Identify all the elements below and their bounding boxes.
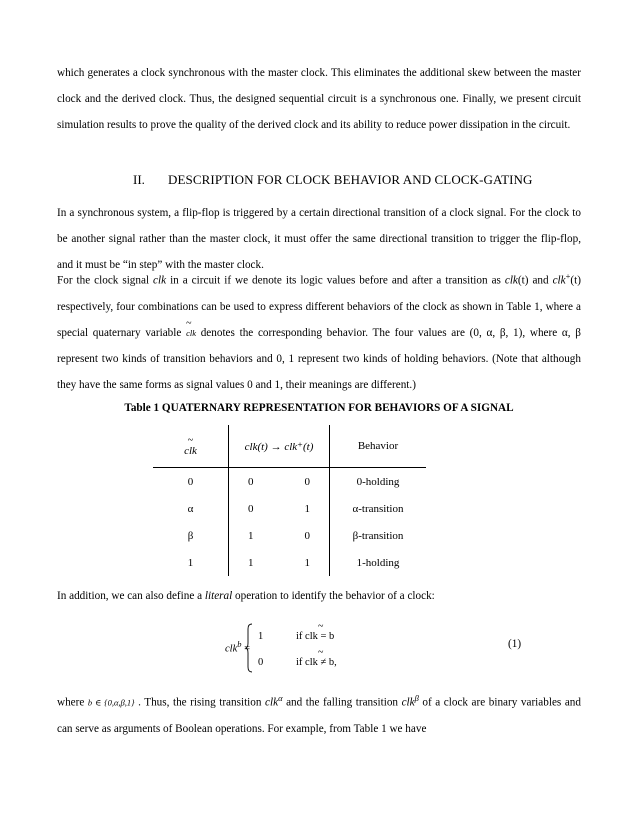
clk-tilde-var [184,436,197,456]
text-run: of a clock are binary variables and can serve as arguments of Boolean operations. For example, from Table 1 we have [57,696,581,735]
text-run: denotes the corresponding behavior. The four values are (0, α, β, 1), where α, β represent two kinds of transition behaviors and 0, 1 represent two kinds of holding behaviors. (Note that although they have the same forms as signal values 0 and 1, their meanings are different.) [57,326,581,391]
cell-before: 1 [248,556,254,569]
lhs-sup: b [237,639,242,649]
clk-var: clk [265,696,279,709]
clk-var-text: clk [184,444,197,457]
cell-symbol: β [153,522,229,549]
paragraph-transitions [57,685,581,742]
table-row [153,495,426,522]
text-run: in a circuit if we denote its logic values before and after a transition as [166,274,505,287]
b-set: b ∈ {0,α,β,1} [87,697,135,708]
section-title: DESCRIPTION FOR CLOCK BEHAVIOR AND CLOCK-GATING [168,172,533,187]
paragraph-intro-end: which generates a clock synchronous with the master clock. This eliminates the additional skew between the master clock and the derived clock. Thus, the designed sequential circuit is a synchronous one. Finally, we present circuit simulation results to prove the quality of the derived clock and its ability to reduce power dissipation in the circuit. [57,67,581,131]
cell-symbol: α [153,495,229,522]
cell-before: 0 [248,502,254,515]
literal-term: literal [204,590,233,602]
header-clk-tilde [153,425,229,468]
table-row [153,522,426,549]
table-row [153,468,426,496]
text-run: where [57,696,88,709]
clk-tilde-var [186,317,196,346]
cell-behavior: β-transition [352,529,404,542]
left-brace-icon [245,623,253,673]
case1-condition: if clk = b [296,631,335,642]
alpha-sup: α [278,693,283,703]
tilde-mark: ~ [318,621,324,632]
cell-after: 0 [304,475,310,488]
header-transition: clk(t) → clk⁺(t) [229,425,330,468]
cell-behavior: 0-holding [356,475,400,488]
cell-before: 0 [248,475,254,488]
clk-t-var: clk [504,274,518,287]
text-run: . Thus, the rising transition [134,696,266,709]
cell-values [229,549,330,576]
text-run: and the falling transition [282,696,402,709]
quaternary-table [153,425,426,576]
cell-behavior: 1-holding [356,556,400,569]
text-run: In addition, we can also define a [57,590,205,602]
table-header-row [153,425,426,468]
case2-value: 0 [258,657,264,668]
equals-sign: = [241,643,251,655]
clk-var: clk [153,274,167,287]
paragraph-clock-signal [57,263,581,398]
t-arg: (t) [517,274,529,287]
lhs-var: clk [225,643,238,655]
equation-number: (1) [508,638,522,650]
cell-after: 1 [304,502,310,515]
beta-sup: β [414,693,419,703]
cell-values [229,522,330,549]
text-run: For the clock signal [57,274,154,287]
clk-var: clk [401,696,415,709]
cell-symbol: 1 [153,549,229,576]
case2-condition: if clk ≠ b, [296,657,337,668]
plus-sup: + [565,271,571,281]
cell-values [229,495,330,522]
cell-values [229,468,330,496]
table-caption: Table 1 QUATERNARY REPRESENTATION FOR BEHAVIORS OF A SIGNAL [124,402,514,414]
cell-behavior: α-transition [352,502,404,515]
equation-1 [0,615,638,675]
tilde-mark: ~ [318,647,324,658]
tilde-mark: ~ [186,317,192,329]
cell-before: 1 [248,529,254,542]
case1-value: 1 [258,631,264,642]
paragraph-synchronous-system: In a synchronous system, a flip-flop is triggered by a certain directional transition of a clock signal. For the clock to be another signal rather than the master clock, it must offer the same directional transition to trigger the flip-flop, and it must be “in step” with the master clock. [57,207,581,271]
section-number: II. [133,172,145,187]
cell-after: 1 [304,556,310,569]
text-run: operation to identify the behavior of a clock: [232,590,435,602]
paragraph-literal-operation [57,583,581,609]
clk-var-text: clk [186,327,196,338]
clk-plus-var: clk [552,274,566,287]
cell-symbol: 0 [153,468,229,496]
text-run: respectively, four combinations can be used to express different behaviors of the clock as shown in Table 1, where a special quaternary variable [57,300,581,339]
t-arg: (t) [570,274,581,287]
table-row [153,549,426,576]
tilde-mark: ~ [187,434,194,446]
text-run: and [528,274,553,287]
cell-after: 0 [304,529,310,542]
header-behavior: Behavior [330,425,427,468]
